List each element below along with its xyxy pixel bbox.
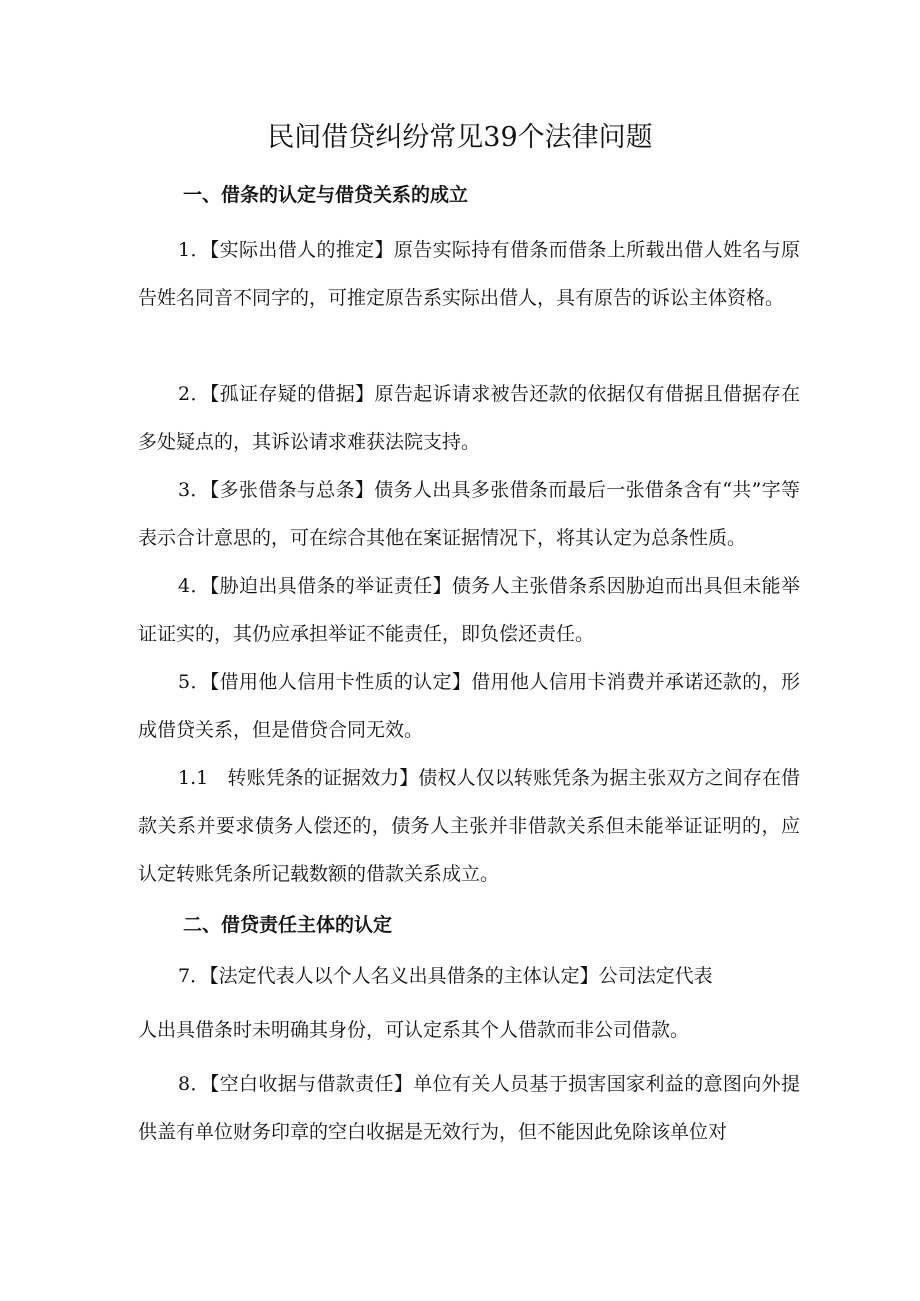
paragraph-2: 2．【孤证存疑的借据】原告起诉请求被告还款的依据仅有借据且借据存在多处疑点的，其诉讼请求难获法院支持。 — [138, 383, 800, 453]
paragraph-3: 3．【多张借条与总条】债务人出具多张借条而最后一张借条含有“共”字等表示合计意思的，可在综合其他在案证据情况下，将其认定为总条性质。 — [138, 479, 800, 549]
section-heading-2: 二、借贷责任主体的认定 — [183, 914, 393, 936]
paragraph-6: 1.1 转账凭条的证据效力】债权人仅以转账凭条为据主张双方之间存在借款关系并要求债务人偿还的，债务人主张并非借款关系但未能举证证明的，应认定转账凭条所记载数额的借款关系成立。 — [138, 767, 800, 885]
paragraph-1: 1．【实际出借人的推定】原告实际持有借条而借条上所载出借人姓名与原告姓名同音不同字的，可推定原告系实际出借人，具有原告的诉讼主体资格。 — [138, 239, 800, 309]
paragraph-5: 5．【借用他人信用卡性质的认定】借用他人信用卡消费并承诺还款的，形成借贷关系，但是借贷合同无效。 — [138, 671, 800, 741]
paragraph-7-line-1: 7．【法定代表人以个人名义出具借条的主体认定】公司法定代表 — [178, 965, 713, 987]
paragraph-8: 8．【空白收据与借款责任】单位有关人员基于损害国家利益的意图向外提供盖有单位财务印章的空白收据是无效行为，但不能因此免除该单位对 — [138, 1073, 800, 1143]
document-title: 民间借贷纠纷常见39个法律问题 — [267, 122, 653, 153]
paragraph-4: 4．【胁迫出具借条的举证责任】债务人主张借条系因胁迫而出具但未能举证证实的，其仍应承担举证不能责任，即负偿还责任。 — [138, 575, 800, 645]
section-heading-1: 一、借条的认定与借贷关系的成立 — [183, 184, 469, 206]
paragraph-7-line-2: 人出具借条时未明确其身份，可认定系其个人借款而非公司借款。 — [138, 1019, 690, 1041]
